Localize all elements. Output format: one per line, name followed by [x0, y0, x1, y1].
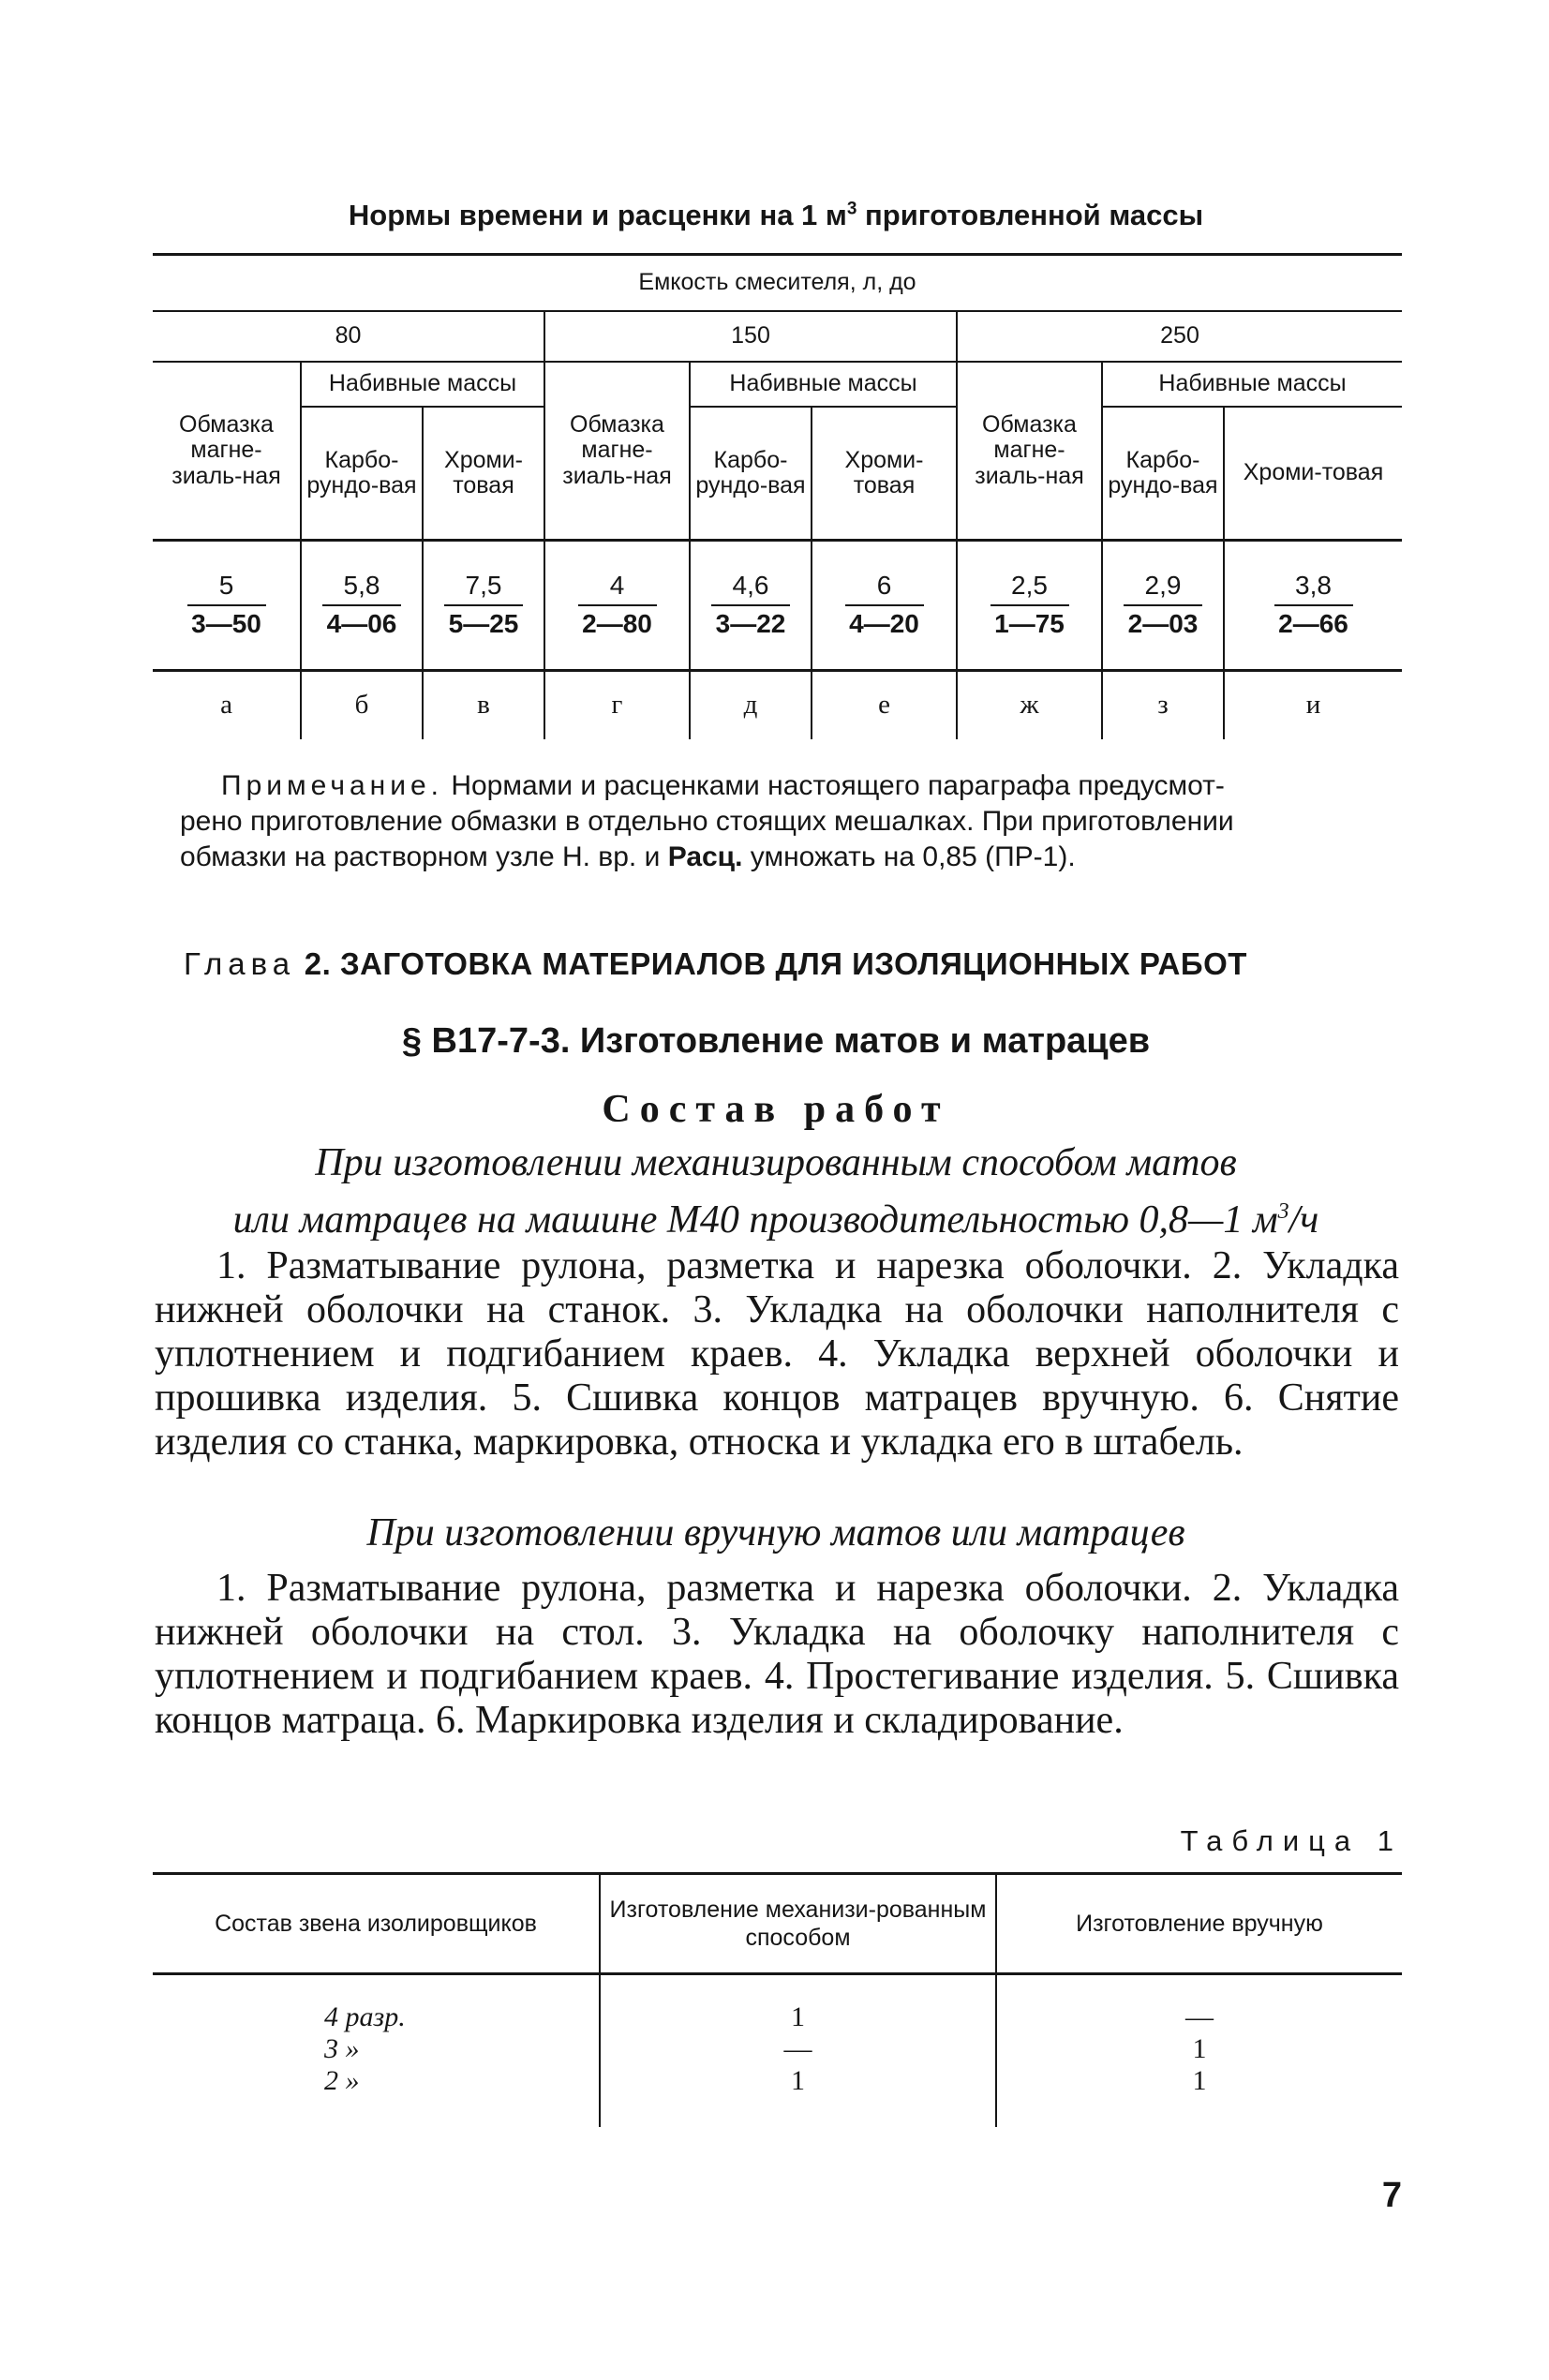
- chapter-heading: Глава 2. ЗАГОТОВКА МАТЕРИАЛОВ ДЛЯ ИЗОЛЯЦИОННЫХ РАБОТ: [184, 946, 1247, 981]
- column-letter: е: [812, 671, 957, 740]
- note-label: Примечание.: [221, 770, 443, 801]
- table-row: 3 » — 1: [153, 2033, 1402, 2065]
- col-chrome: Хроми-товая: [423, 407, 544, 541]
- column-letter: г: [544, 671, 690, 740]
- table-row: 2 » 1 1: [153, 2065, 1402, 2127]
- table-row: 4 разр. 1 —: [153, 1974, 1402, 2034]
- col-plaster: Обмазка магне-зиаль-ная: [544, 362, 690, 541]
- col-chrome: Хроми-товая: [1224, 407, 1402, 541]
- col-group: Набивные массы: [301, 362, 544, 407]
- crew-header: Состав звена изолировщиков: [153, 1874, 600, 1974]
- col-chrome: Хроми-товая: [812, 407, 957, 541]
- value-cell: $\frac{7,5}{5—25}$: [423, 541, 544, 671]
- capacity-80: 80: [153, 311, 544, 362]
- paragraph-title: § В17-7-3. Изготовление матов и матрацев: [401, 1021, 1151, 1061]
- column-letter: б: [301, 671, 423, 740]
- col-group: Набивные массы: [1102, 362, 1402, 407]
- crew-table: [153, 1872, 1402, 2127]
- section1-text: 1. Разматывание рулона, разметка и нарезка оболочки. 2. Укладка нижней оболочки на станок. 3. Укладка на оболочки наполнителя с уплотнением и подгибанием краев. 4. Укладка верхней оболочки и прошивка изделия. 5. Сшивка концов матрацев вручную. 6. Снятие изделия со станка, маркировка, относка и укладка его в штабель.: [155, 1244, 1399, 1464]
- col-plaster: Обмазка магне-зиаль-ная: [153, 362, 301, 541]
- col-carb: Карбо-рундо-вая: [690, 407, 812, 541]
- mechanized-header: Изготовление механизи-рованным способом: [600, 1874, 996, 1974]
- norms-table-title: Нормы времени и расценки на 1 $м^3$ приготовленной массы: [348, 199, 1204, 231]
- capacity-caption: Емкость смесителя, л, до: [153, 255, 1402, 312]
- column-letter: з: [1102, 671, 1224, 740]
- page-number: 7: [1381, 2176, 1402, 2215]
- capacity-250: 250: [957, 311, 1402, 362]
- column-letter: д: [690, 671, 812, 740]
- column-letter: ж: [957, 671, 1102, 740]
- value-cell: $\frac{4}{2—80}$: [544, 541, 690, 671]
- section1-heading: При изготовлении механизированным способом матов или матрацев на машине М40 производительностью 0,8—1 $м^3/ч$: [232, 1141, 1319, 1242]
- value-cell: $\frac{2,9}{2—03}$: [1102, 541, 1224, 671]
- capacity-150: 150: [544, 311, 957, 362]
- column-letter: а: [153, 671, 301, 740]
- value-cell: $\frac{6}{4—20}$: [812, 541, 957, 671]
- value-cell: $\frac{5,8}{4—06}$: [301, 541, 423, 671]
- work-heading: Состав работ: [602, 1088, 950, 1131]
- manual-header: Изготовление вручную: [996, 1874, 1402, 1974]
- col-group: Набивные массы: [690, 362, 957, 407]
- value-cell: $\frac{2,5}{1—75}$: [957, 541, 1102, 671]
- col-plaster: Обмазка магне-зиаль-ная: [957, 362, 1102, 541]
- column-letter: и: [1224, 671, 1402, 740]
- table1-label: Таблица 1: [1180, 1824, 1403, 1857]
- norms-table: [153, 253, 1402, 739]
- section2-heading: При изготовлении вручную матов или матрацев: [366, 1511, 1185, 1554]
- table-note: Примечание. Нормами и расценками настоящего параграфа предусмот- рено приготовление обмазки в отдельно стоящих мешалках. При приготовлении обмазки на растворном узле Н. вр. и Расц. умножать на 0,85 (ПР-1).: [180, 770, 1234, 872]
- value-cell: $\frac{3,8}{2—66}$: [1224, 541, 1402, 671]
- section2-text: 1. Разматывание рулона, разметка и нарезка оболочки. 2. Укладка нижней оболочки на стол. 3. Укладка на оболочку наполнителя с уплотнением и подгибанием краев. 4. Простегивание изделия. 5. Сшивка концов матраца. 6. Маркировка изделия и складирование.: [155, 1567, 1399, 1742]
- value-cell: $\frac{5}{3—50}$: [153, 541, 301, 671]
- col-carb: Карбо-рундо-вая: [1102, 407, 1224, 541]
- col-carb: Карбо-рундо-вая: [301, 407, 423, 541]
- value-cell: $\frac{4,6}{3—22}$: [690, 541, 812, 671]
- column-letter: в: [423, 671, 544, 740]
